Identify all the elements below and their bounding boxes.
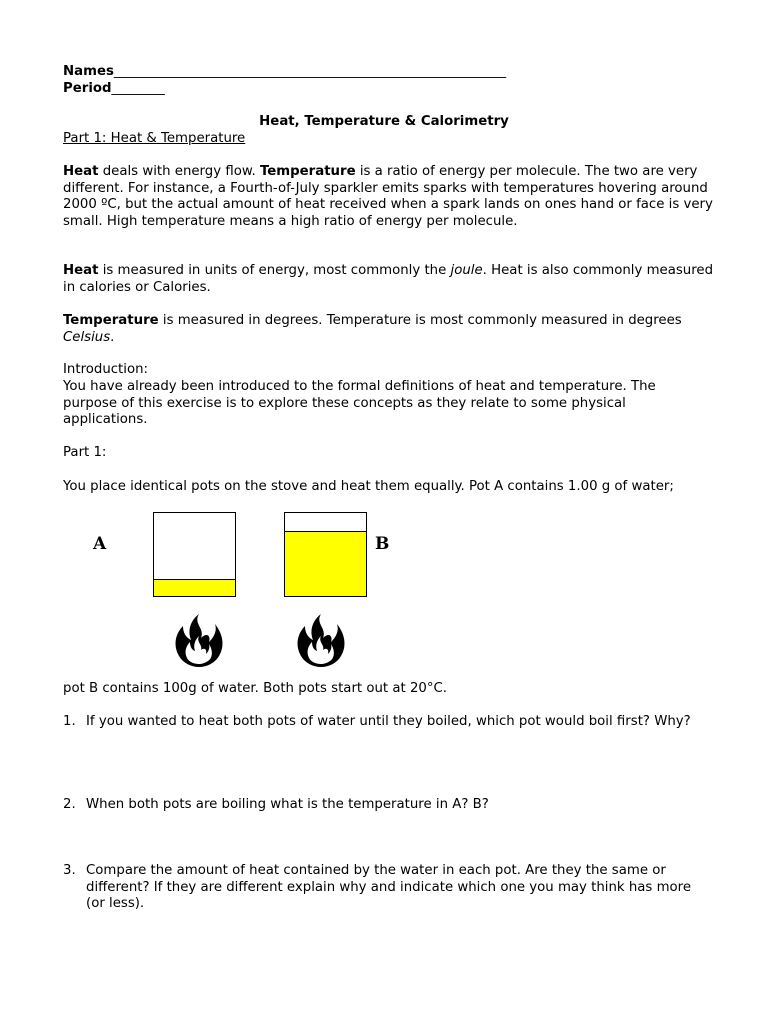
setup-text-2: pot B contains 100g of water. Both pots start out at 20°C. [63,681,448,696]
period-blank: ________ [111,81,165,96]
pot-a-water [154,579,235,596]
question-1-number: 1. [63,714,76,729]
question-3-number: 3. [63,863,76,878]
part1-label: Part 1: [63,445,107,460]
question-2-text: When both pots are boiling what is the temperature in A? B? [86,797,489,812]
heat-term: Heat [63,164,99,179]
units-text-1: is measured in units of energy, most commonly the [98,263,451,278]
temperature-term-2: Temperature [63,313,159,328]
pot-b-water [285,531,366,596]
names-blank: ___________________________________________________________ [113,64,507,79]
pot-a-label: A [93,534,107,554]
temp-text-1: is measured in degrees. Temperature is most commonly measured in degrees [158,313,682,328]
temperature-term: Temperature [259,164,356,179]
document-title: Heat, Temperature & Calorimetry [259,114,509,129]
temperature-paragraph [63,313,713,346]
units-paragraph [63,263,713,296]
names-label: Names [63,64,114,79]
period-line [63,81,165,98]
heat-paragraph [63,164,713,230]
period-label: Period [63,81,112,96]
intro-label: Introduction: [63,362,149,377]
question-1-body: If you wanted to heat both pots of water until they boiled, which pot would boil first? Why? [86,714,691,729]
joule-unit: joule [450,263,483,278]
heat-text-2: is a ratio of energy per molecule. The two are very different. For instance, a Fourth-of-July sparkler emits sparks with temperatures hovering around 2000 ºC, but the actual amount of heat received when a spark lands on ones hand or face is very small. High temperature means a high ratio of energy per molecule. [63,164,713,229]
celsius-unit: Celsius [63,329,111,345]
heat-text-1: deals with energy flow. [98,164,260,179]
units-text-2: . Heat is also commonly measured in calories or Calories. [63,263,714,295]
heat-term-2: Heat [63,263,99,278]
part1-heading: Part 1: Heat & Temperature [63,131,246,146]
flame-icon-b [293,612,349,668]
setup-text: You place identical pots on the stove and heat them equally. Pot A contains 1.00 g of water; [63,479,674,494]
pot-a [153,512,236,597]
question-3-text: Compare the amount of heat contained by the water in each pot. Are they the same or different? If they are different explain why and indicate which one you may think has more (or less). [86,863,692,911]
temp-text-2: . [110,329,115,345]
flame-icon-a [171,612,227,668]
question-2-number: 2. [63,797,76,812]
pot-b-label: B [375,534,390,554]
question-1-text [63,714,703,731]
pot-b [284,512,367,597]
intro-text: You have already been introduced to the formal definitions of heat and temperature. The purpose of this exercise is to explore these concepts as they relate to some physical applications. [63,379,656,427]
names-line [63,64,506,81]
